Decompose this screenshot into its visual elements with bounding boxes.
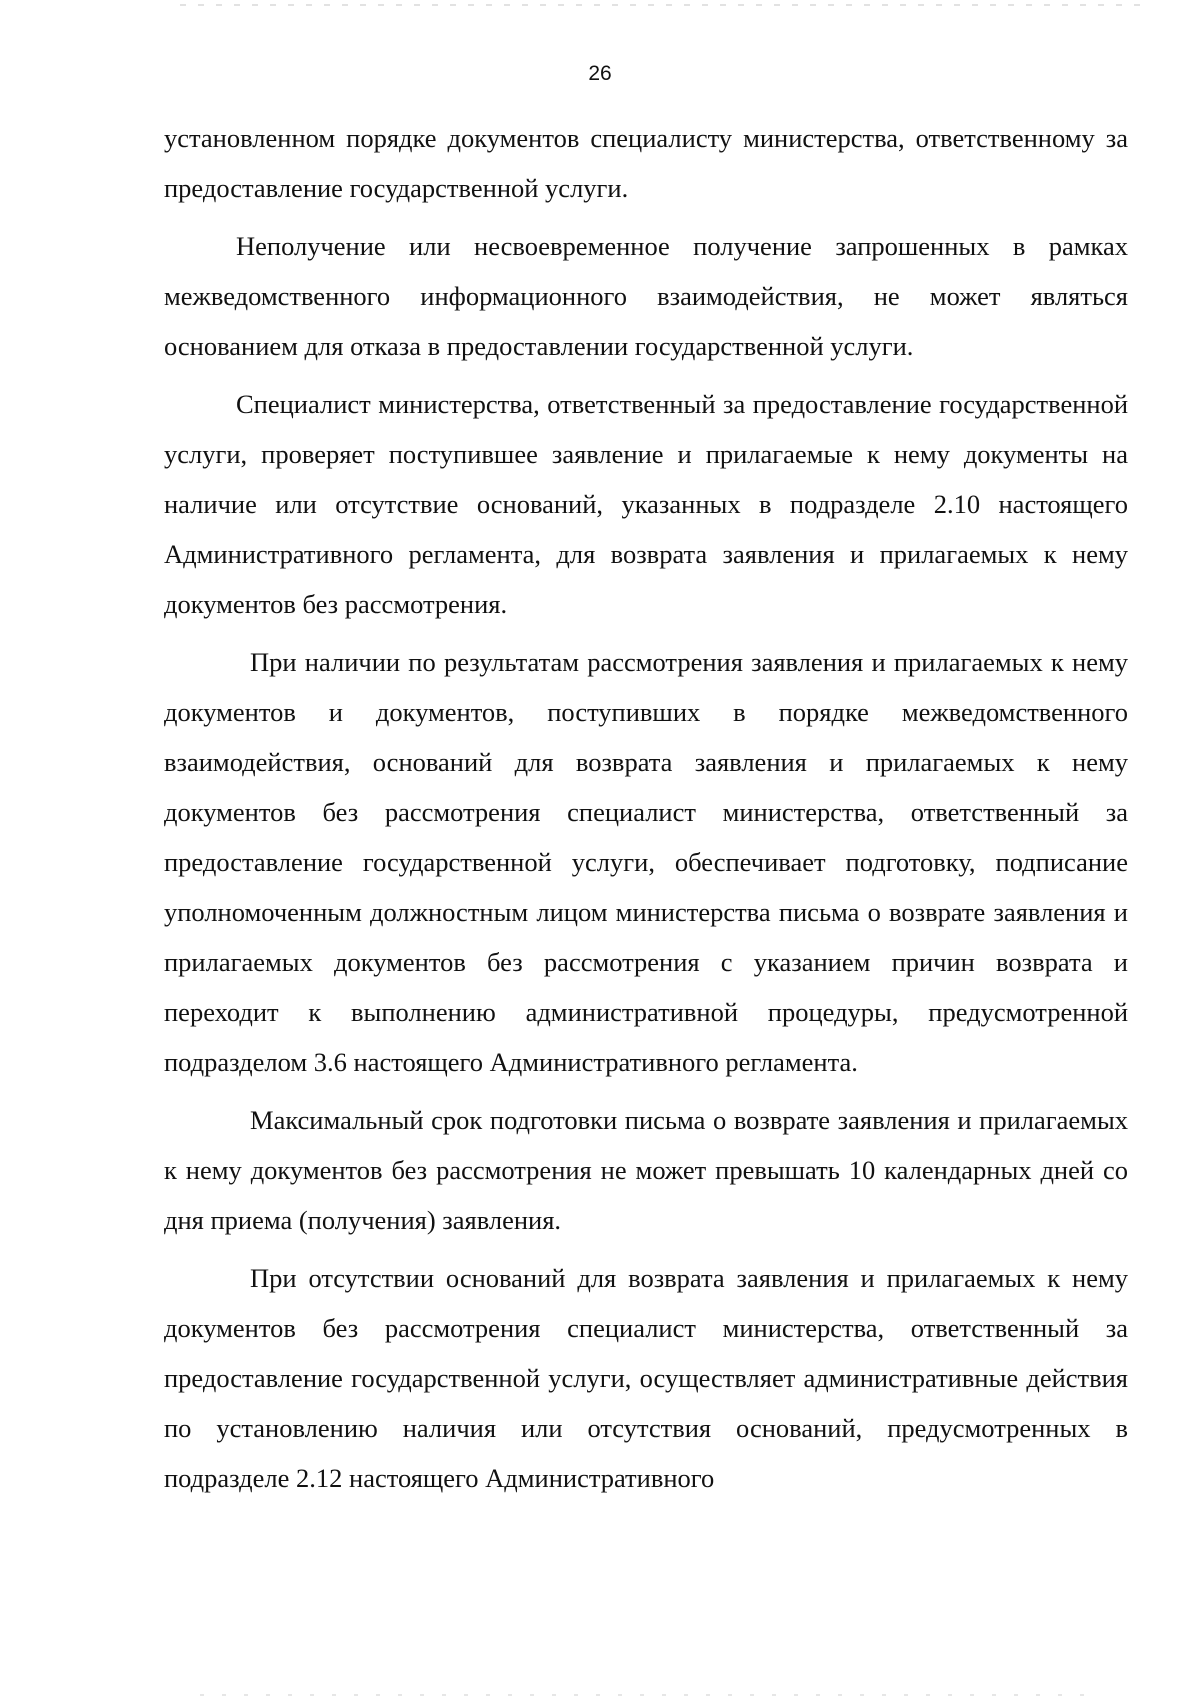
scan-artifact-top (180, 4, 1140, 6)
paragraph-5: Максимальный срок подготовки письма о возврате заявления и прилагаемых к нему документов без рассмотрения не может превышать 10 календарных дней со дня приема (получения) заявления. (164, 1105, 1128, 1235)
document-body (164, 113, 1128, 1503)
page-number: 26 (588, 62, 612, 85)
paragraph-2: Неполучение или несвоевременное получение запрошенных в рамках межведомственного информационного взаимодействия, не может являться основанием для отказа в предоставлении государственной услуги. (164, 231, 1128, 361)
scan-artifact-bottom (200, 1694, 1100, 1696)
paragraph-1: установленном порядке документов специалисту министерства, ответственному за предоставление государственной услуги. (164, 123, 1128, 203)
paragraph-3: Специалист министерства, ответственный за предоставление государственной услуги, проверяет поступившее заявление и прилагаемые к нему документы на наличие или отсутствие оснований, указанных в подразделе 2.10 настоящего Административного регламента, для возврата заявления и прилагаемых к нему документов без рассмотрения. (164, 389, 1128, 619)
paragraph-6: При отсутствии оснований для возврата заявления и прилагаемых к нему документов без рассмотрения специалист министерства, ответственный за предоставление государственной услуги, осуществляет административные действия по установлению наличия или отсутствия оснований, предусмотренных в подразделе 2.12 настоящего Административного (164, 1263, 1128, 1493)
paragraph-4: При наличии по результатам рассмотрения заявления и прилагаемых к нему документов и документов, поступивших в порядке межведомственного взаимодействия, оснований для возврата заявления и прилагаемых к нему документов без рассмотрения специалист министерства, ответственный за предоставление государственной услуги, обеспечивает подготовку, подписание уполномоченным должностным лицом министерства письма о возврате заявления и прилагаемых документов без рассмотрения с указанием причин возврата и переходит к выполнению административной процедуры, предусмотренной подразделом 3.6 настоящего Административного регламента. (164, 647, 1128, 1077)
